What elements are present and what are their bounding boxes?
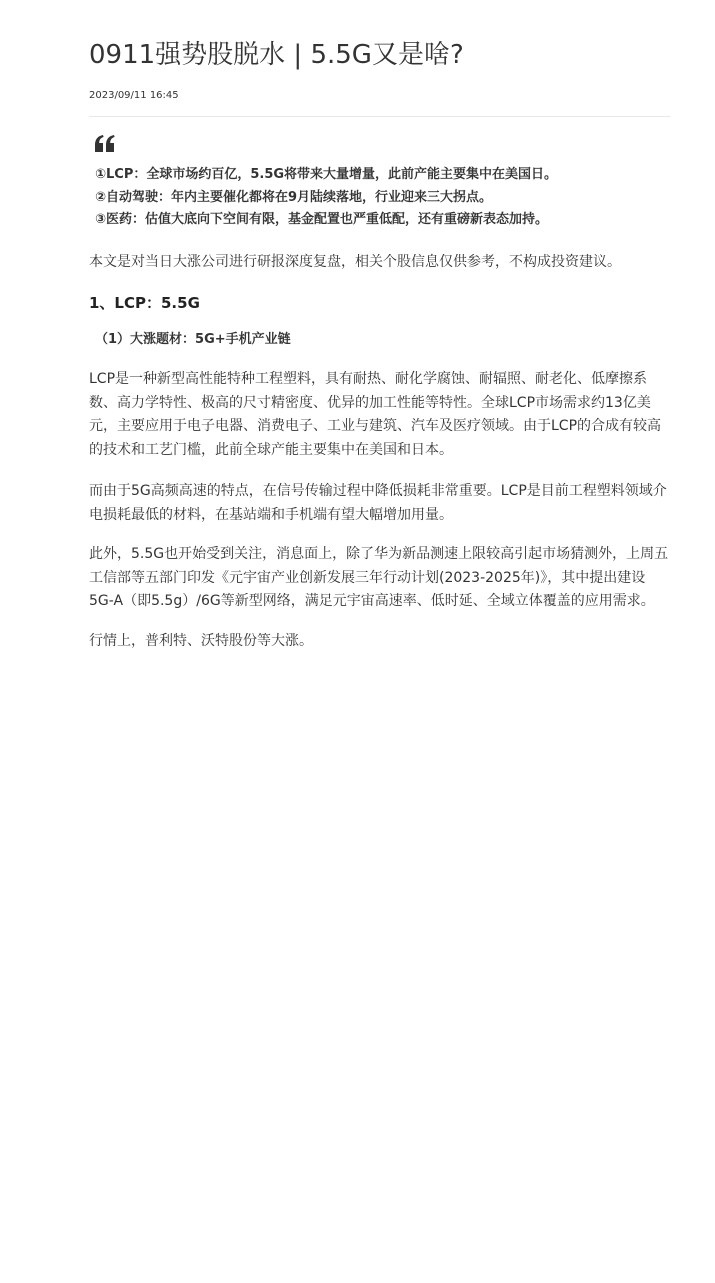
summary-item: ③医药：估值大底向下空间有限，基金配置也严重低配，还有重磅新表态加持。 [95, 212, 549, 227]
publish-date: 2023/09/11 16:45 [89, 90, 179, 101]
body-paragraph: 而由于5G高频高速的特点，在信号传输过程中降低损耗非常重要。LCP是目前工程塑料领域介电损耗最低的材料，在基站端和手机端有望大幅增加用量。 [89, 483, 667, 523]
title-divider [89, 116, 670, 117]
body-paragraph: 此外，5.5G也开始受到关注，消息面上，除了华为新品测速上限较高引起市场猜测外，上周五工信部等五部门印发《元宇宙产业创新发展三年行动计划(2023-2025年)》，其中提出建设5G-A（即5.5g）/6G等新型网络，满足元宇宙高速率、低时延、全域立体覆盖的应用需求。 [89, 546, 669, 609]
section-heading: 1、LCP：5.5G [89, 294, 200, 312]
body-paragraph: LCP是一种新型高性能特种工程塑料，具有耐热、耐化学腐蚀、耐辐照、耐老化、低摩擦系数、高力学特性、极高的尺寸精密度、优异的加工性能等特性。全球LCP市场需求约13亿美元，主要应用于电子电器、消费电子、工业与建筑、汽车及医疗领域。由于LCP的合成有较高的技术和工艺门槛，此前全球产能主要集中在美国和日本。 [89, 371, 662, 458]
sub-heading: （1）大涨题材：5G+手机产业链 [95, 332, 291, 347]
summary-item: ②自动驾驶：年内主要催化都将在9月陆续落地，行业迎来三大拐点。 [95, 189, 493, 205]
summary-item: ①LCP：全球市场约百亿，5.5G将带来大量增量，此前产能主要集中在美国日。 [95, 167, 558, 182]
summary-list [95, 164, 670, 232]
article-title: 0911强势股脱水 | 5.5G又是啥? [89, 40, 464, 70]
quote-icon [93, 132, 117, 156]
body-paragraph: 行情上，普利特、沃特股份等大涨。 [89, 633, 313, 649]
disclaimer-text: 本文是对当日大涨公司进行研报深度复盘，相关个股信息仅供参考，不构成投资建议。 [89, 254, 621, 270]
